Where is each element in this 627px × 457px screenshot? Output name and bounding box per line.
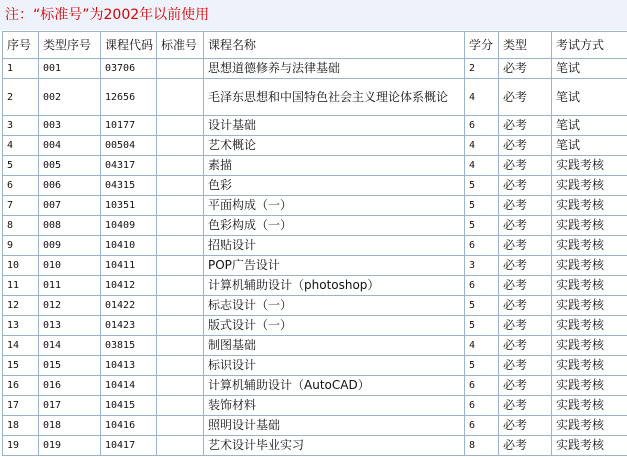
cell-type-seq: 014 [39, 336, 101, 356]
cell-credit: 5 [465, 316, 499, 336]
cell-seq: 17 [3, 396, 39, 416]
cell-exam-method: 实践考核 [552, 276, 627, 296]
cell-credit: 4 [465, 156, 499, 176]
cell-credit: 4 [465, 79, 499, 116]
cell-course-code: 00504 [101, 136, 157, 156]
cell-exam-method: 实践考核 [552, 316, 627, 336]
cell-seq: 7 [3, 196, 39, 216]
cell-type: 必考 [499, 156, 552, 176]
cell-exam-method: 实践考核 [552, 376, 627, 396]
cell-credit: 6 [465, 116, 499, 136]
table-row [3, 59, 627, 79]
cell-course-code: 10414 [101, 376, 157, 396]
cell-type: 必考 [499, 396, 552, 416]
cell-course-name: 制图基础 [204, 336, 465, 356]
cell-course-code: 12656 [101, 79, 157, 116]
table-row [3, 336, 627, 356]
cell-type: 必考 [499, 296, 552, 316]
cell-course-code: 04317 [101, 156, 157, 176]
cell-course-code: 04315 [101, 176, 157, 196]
cell-standard-no [157, 336, 204, 356]
cell-seq: 10 [3, 256, 39, 276]
table-row [3, 316, 627, 336]
cell-standard-no [157, 136, 204, 156]
cell-exam-method: 实践考核 [552, 196, 627, 216]
cell-course-name: 设计基础 [204, 116, 465, 136]
cell-credit: 8 [465, 436, 499, 456]
cell-credit: 3 [465, 256, 499, 276]
cell-course-code: 10413 [101, 356, 157, 376]
cell-type: 必考 [499, 316, 552, 336]
cell-type: 必考 [499, 436, 552, 456]
cell-type-seq: 007 [39, 196, 101, 216]
table-row [3, 196, 627, 216]
cell-standard-no [157, 376, 204, 396]
cell-credit: 2 [465, 59, 499, 79]
cell-course-code: 10416 [101, 416, 157, 436]
cell-standard-no [157, 176, 204, 196]
cell-type-seq: 010 [39, 256, 101, 276]
header-seq: 序号 [3, 32, 39, 59]
cell-course-name: 计算机辅助设计（photoshop） [204, 276, 465, 296]
cell-seq: 5 [3, 156, 39, 176]
table-row [3, 176, 627, 196]
cell-type: 必考 [499, 176, 552, 196]
cell-standard-no [157, 216, 204, 236]
table-row [3, 236, 627, 256]
cell-course-code: 10412 [101, 276, 157, 296]
cell-course-code: 10415 [101, 396, 157, 416]
cell-course-code: 01422 [101, 296, 157, 316]
cell-type: 必考 [499, 416, 552, 436]
cell-type: 必考 [499, 376, 552, 396]
cell-exam-method: 实践考核 [552, 236, 627, 256]
cell-exam-method: 笔试 [552, 136, 627, 156]
cell-type-seq: 002 [39, 79, 101, 116]
cell-credit: 5 [465, 356, 499, 376]
cell-course-code: 10417 [101, 436, 157, 456]
cell-exam-method: 实践考核 [552, 356, 627, 376]
cell-course-code: 03706 [101, 59, 157, 79]
cell-course-name: 艺术设计毕业实习 [204, 436, 465, 456]
cell-seq: 8 [3, 216, 39, 236]
cell-type: 必考 [499, 59, 552, 79]
cell-exam-method: 实践考核 [552, 216, 627, 236]
cell-standard-no [157, 156, 204, 176]
cell-exam-method: 实践考核 [552, 156, 627, 176]
cell-course-name: 标识设计 [204, 356, 465, 376]
header-course-name: 课程名称 [204, 32, 465, 59]
cell-type-seq: 012 [39, 296, 101, 316]
cell-course-name: 色彩构成（一） [204, 216, 465, 236]
table-row [3, 136, 627, 156]
cell-credit: 5 [465, 196, 499, 216]
cell-exam-method: 笔试 [552, 116, 627, 136]
cell-course-code: 01423 [101, 316, 157, 336]
table-row [3, 436, 627, 456]
cell-credit: 6 [465, 416, 499, 436]
cell-credit: 4 [465, 136, 499, 156]
cell-type-seq: 011 [39, 276, 101, 296]
cell-course-code: 10177 [101, 116, 157, 136]
cell-seq: 2 [3, 79, 39, 116]
cell-course-code: 10411 [101, 256, 157, 276]
cell-seq: 14 [3, 336, 39, 356]
cell-type-seq: 006 [39, 176, 101, 196]
cell-credit: 4 [465, 336, 499, 356]
table-row [3, 396, 627, 416]
table-row [3, 256, 627, 276]
table-row [3, 376, 627, 396]
cell-seq: 19 [3, 436, 39, 456]
cell-type: 必考 [499, 356, 552, 376]
cell-credit: 5 [465, 296, 499, 316]
cell-exam-method: 实践考核 [552, 256, 627, 276]
cell-course-name: 招贴设计 [204, 236, 465, 256]
cell-course-name: 思想道德修养与法律基础 [204, 59, 465, 79]
cell-course-code: 03815 [101, 336, 157, 356]
cell-seq: 16 [3, 376, 39, 396]
cell-type: 必考 [499, 79, 552, 116]
cell-standard-no [157, 316, 204, 336]
table-row [3, 116, 627, 136]
cell-type-seq: 013 [39, 316, 101, 336]
cell-type: 必考 [499, 276, 552, 296]
cell-standard-no [157, 59, 204, 79]
cell-standard-no [157, 256, 204, 276]
cell-course-name: 计算机辅助设计（AutoCAD） [204, 376, 465, 396]
cell-seq: 3 [3, 116, 39, 136]
cell-exam-method: 笔试 [552, 79, 627, 116]
cell-course-name: 标志设计（一） [204, 296, 465, 316]
cell-type-seq: 003 [39, 116, 101, 136]
cell-exam-method: 实践考核 [552, 336, 627, 356]
cell-course-code: 10351 [101, 196, 157, 216]
cell-type-seq: 016 [39, 376, 101, 396]
cell-exam-method: 实践考核 [552, 296, 627, 316]
header-type: 类型 [499, 32, 552, 59]
cell-standard-no [157, 436, 204, 456]
cell-type-seq: 009 [39, 236, 101, 256]
header-type-seq: 类型序号 [39, 32, 101, 59]
table-row [3, 276, 627, 296]
note-banner: 注：“标准号”为2002年以前使用 [0, 0, 627, 30]
cell-exam-method: 笔试 [552, 59, 627, 79]
table-row [3, 356, 627, 376]
cell-course-name: POP广告设计 [204, 256, 465, 276]
course-table [2, 31, 627, 456]
cell-seq: 1 [3, 59, 39, 79]
cell-seq: 4 [3, 136, 39, 156]
table-row [3, 216, 627, 236]
cell-seq: 12 [3, 296, 39, 316]
cell-course-name: 色彩 [204, 176, 465, 196]
cell-standard-no [157, 79, 204, 116]
cell-credit: 6 [465, 396, 499, 416]
cell-type: 必考 [499, 336, 552, 356]
cell-type: 必考 [499, 116, 552, 136]
cell-credit: 5 [465, 176, 499, 196]
cell-course-name: 版式设计（一） [204, 316, 465, 336]
cell-type-seq: 018 [39, 416, 101, 436]
cell-standard-no [157, 276, 204, 296]
cell-standard-no [157, 236, 204, 256]
course-table-body [3, 59, 627, 456]
cell-credit: 6 [465, 376, 499, 396]
cell-seq: 11 [3, 276, 39, 296]
cell-course-name: 装饰材料 [204, 396, 465, 416]
cell-standard-no [157, 356, 204, 376]
cell-seq: 15 [3, 356, 39, 376]
cell-standard-no [157, 416, 204, 436]
cell-course-code: 10410 [101, 236, 157, 256]
cell-type: 必考 [499, 196, 552, 216]
cell-credit: 6 [465, 276, 499, 296]
cell-type: 必考 [499, 216, 552, 236]
header-exam-method: 考试方式 [552, 32, 627, 59]
cell-exam-method: 实践考核 [552, 436, 627, 456]
cell-credit: 6 [465, 236, 499, 256]
cell-standard-no [157, 396, 204, 416]
cell-type-seq: 005 [39, 156, 101, 176]
cell-exam-method: 实践考核 [552, 416, 627, 436]
header-credit: 学分 [465, 32, 499, 59]
table-row [3, 79, 627, 116]
cell-type-seq: 008 [39, 216, 101, 236]
cell-standard-no [157, 296, 204, 316]
header-standard-no: 标准号 [157, 32, 204, 59]
cell-seq: 13 [3, 316, 39, 336]
cell-course-name: 艺术概论 [204, 136, 465, 156]
cell-exam-method: 实践考核 [552, 176, 627, 196]
cell-course-name: 平面构成（一） [204, 196, 465, 216]
cell-type: 必考 [499, 236, 552, 256]
cell-seq: 9 [3, 236, 39, 256]
cell-course-code: 10409 [101, 216, 157, 236]
table-row [3, 156, 627, 176]
cell-course-name: 素描 [204, 156, 465, 176]
cell-course-name: 照明设计基础 [204, 416, 465, 436]
table-row [3, 296, 627, 316]
cell-type-seq: 017 [39, 396, 101, 416]
cell-type: 必考 [499, 136, 552, 156]
cell-type-seq: 001 [39, 59, 101, 79]
cell-type-seq: 004 [39, 136, 101, 156]
cell-exam-method: 实践考核 [552, 396, 627, 416]
header-course-code: 课程代码 [101, 32, 157, 59]
cell-course-name: 毛泽东思想和中国特色社会主义理论体系概论 [204, 79, 465, 116]
table-row [3, 416, 627, 436]
cell-standard-no [157, 196, 204, 216]
cell-credit: 5 [465, 216, 499, 236]
cell-seq: 18 [3, 416, 39, 436]
header-row [3, 32, 627, 59]
cell-type: 必考 [499, 256, 552, 276]
cell-standard-no [157, 116, 204, 136]
cell-type-seq: 019 [39, 436, 101, 456]
cell-type-seq: 015 [39, 356, 101, 376]
cell-seq: 6 [3, 176, 39, 196]
